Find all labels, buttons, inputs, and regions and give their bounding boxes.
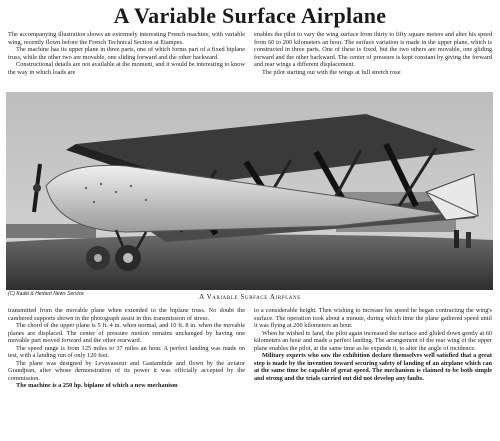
paragraph xyxy=(254,352,492,382)
body-column-right xyxy=(254,307,492,382)
airplane-photo xyxy=(6,92,493,290)
paragraph: to a considerable height. Then wishing to increase his speed he began contracting the wing's surface. The operation took about a minute, during which time the plane gathered speed until it was flying at 200 kilometers an hour. xyxy=(254,307,492,330)
bold-sentence: The machine is a 250 hp. biplane of which a new mechanism xyxy=(16,382,178,390)
intro-column-left xyxy=(8,31,245,76)
paragraph: When he wished to land, the pilot again increased the surface and glided down gently at 60 kilometers an hour and made a perfect landing. The arrangement of the rear wing of the upper plane enables the pilot, at the same time as he expands it, to alter the angle of incidence. xyxy=(254,329,492,352)
body-column-left xyxy=(8,307,245,390)
intro-column-right xyxy=(254,31,492,76)
paragraph: The pilot starting out with the wings at full stretch rose xyxy=(262,68,401,76)
paragraph: The speed range is from 125 miles to 37 miles an hour. A perfect landing was made on test, with a landing run of only 120 feet. xyxy=(8,344,245,360)
paragraph: enables the pilot to vary the wing surface from thirty to fifty square meters and alter his speed from 60 to 200 kilometers an hour. The surface variation is made in the upper plane, which is constructed in three parts. One of these is fixed, but the two others are movable, one gliding forward and the other backward. The center of pressure is kept constant by giving the forward and rear wings a different displacement. xyxy=(254,31,492,69)
bold-paragraph: Military experts who saw the exhibition declare themselves well satisfied that a great step is made by the invention toward securing safety of landing of an airplane which can at the same time be capable of great speed. The mechanism is claimed to be both simple and strong and the trials carried out did not develop any faults. xyxy=(254,352,492,382)
paragraph: Constructional details are not available at the moment, and it would be interesting to know the way in which loads are xyxy=(8,61,245,76)
photo-caption: A Variable Surface Airplane xyxy=(199,293,301,301)
paragraph: The chord of the upper plane is 5 ft. 4 in. when normal, and 10 ft. 8 in. when the movable planes are displaced. The center of pressure motion remains unchanged by having one movable part moved forward and the other rearward. xyxy=(8,322,245,345)
paragraph xyxy=(8,382,245,390)
airplane-illustration xyxy=(6,92,493,290)
paragraph: The machine has its upper plane in three parts, one of which forms part of a fixed biplane truss, while the other two are movable, one sliding forward and the other backward. xyxy=(8,46,245,61)
photo-credit: (C) Kadel & Herbert News Service xyxy=(8,291,84,297)
paragraph: The plane was designed by Levavasseur and Gastambide and flown by the aviator Grandjean, after whose demonstration of its power it was officially accepted by the commission. xyxy=(8,359,245,382)
paragraph: The accompanying illustration shows an extremely interesting French machine, with variable wing, recently flown before the French Technical Section at Etampes. xyxy=(8,31,245,46)
article-title: A Variable Surface Airplane xyxy=(113,3,387,28)
paragraph: transmitted from the movable plane when extended to the biplane truss. No doubt the cambered supports shown in the photograph assist in this transmission of stress. xyxy=(8,307,245,322)
